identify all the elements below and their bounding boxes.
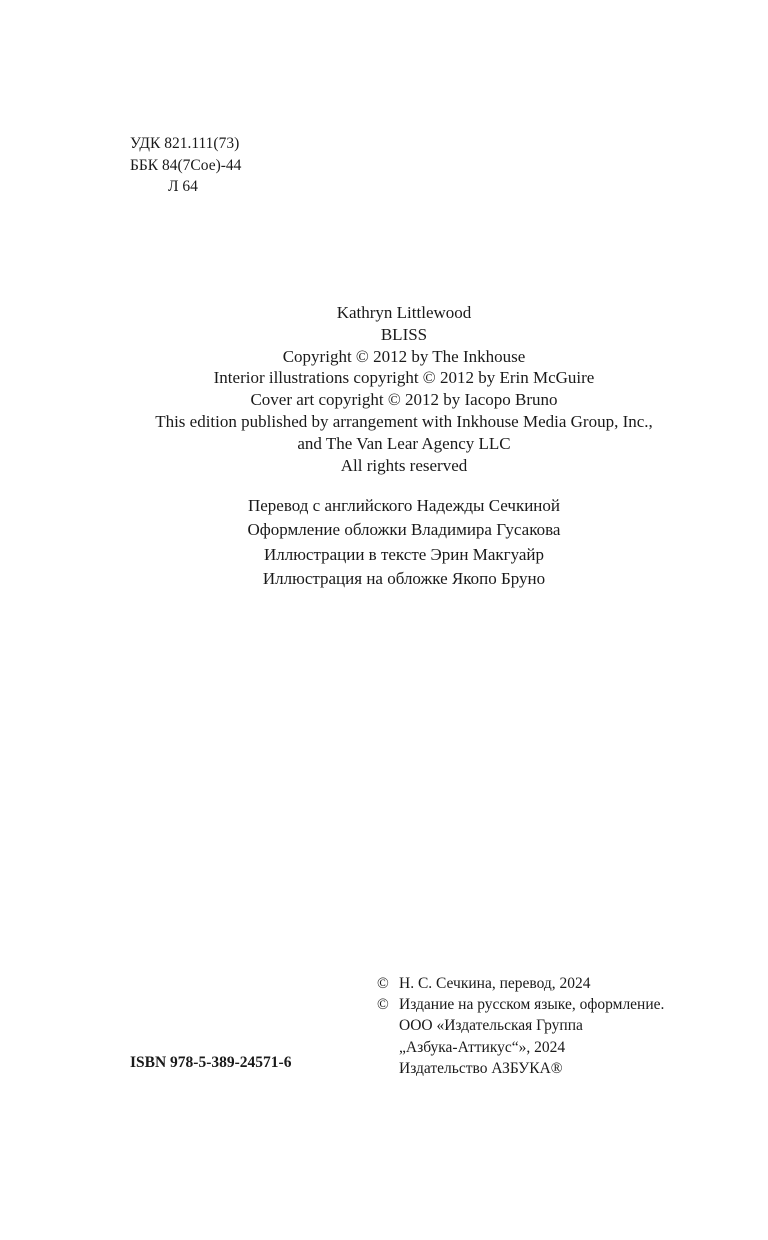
- interior-illustrations-credit: Иллюстрации в тексте Эрин Макгуайр: [263, 544, 545, 564]
- translator-credit: Перевод с английского Надежды Сечкиной: [247, 496, 560, 515]
- isbn: ISBN 978-5-389-24571-6: [130, 1054, 292, 1071]
- cover-design-credit: Оформление обложки Владимира Гусакова: [247, 520, 561, 540]
- publisher-line: „Азбука-Аттикус“», 2024: [399, 1038, 566, 1056]
- publisher-imprint-line: Издательство АЗБУКА®: [399, 1059, 563, 1077]
- illustrations-copyright-line: Interior illustrations copyright © 2012 by Erin McGuire: [213, 368, 595, 388]
- cover-art-copyright-line: Cover art copyright © 2012 by Iacopo Bruno: [250, 390, 558, 410]
- copyright-symbol: ©: [377, 996, 389, 1014]
- udk-code: УДК 821.111(73): [130, 135, 240, 152]
- classification-codes: [130, 133, 241, 198]
- translation-copyright-text: Н. С. Сечкина, перевод, 2024: [399, 975, 591, 992]
- copyright-notices: [377, 973, 664, 1079]
- edition-copyright: [377, 994, 664, 1015]
- original-title: BLISS: [380, 324, 428, 344]
- translation-copyright: [377, 973, 664, 994]
- edition-copyright-text: Издание на русском языке, оформление.: [399, 996, 665, 1014]
- russian-credits: [0, 494, 768, 591]
- rights-reserved-line: All rights reserved: [340, 455, 468, 475]
- publisher-line: ООО «Издательская Группа: [399, 1017, 583, 1035]
- cover-illustration-credit: Иллюстрация на обложке Якопо Бруно: [262, 568, 546, 588]
- english-credits: [0, 302, 768, 476]
- bbk-code: ББК 84(7Сое)-44: [130, 156, 242, 174]
- agency-line: and The Van Lear Agency LLC: [297, 433, 511, 453]
- edition-arrangement-line: This edition published by arrangement with Inkhouse Media Group, Inc.,: [155, 411, 653, 431]
- author-name: Kathryn Littlewood: [336, 303, 472, 322]
- copyright-line: Copyright © 2012 by The Inkhouse: [282, 346, 526, 366]
- author-mark: Л 64: [168, 178, 198, 195]
- copyright-symbol: ©: [377, 975, 389, 992]
